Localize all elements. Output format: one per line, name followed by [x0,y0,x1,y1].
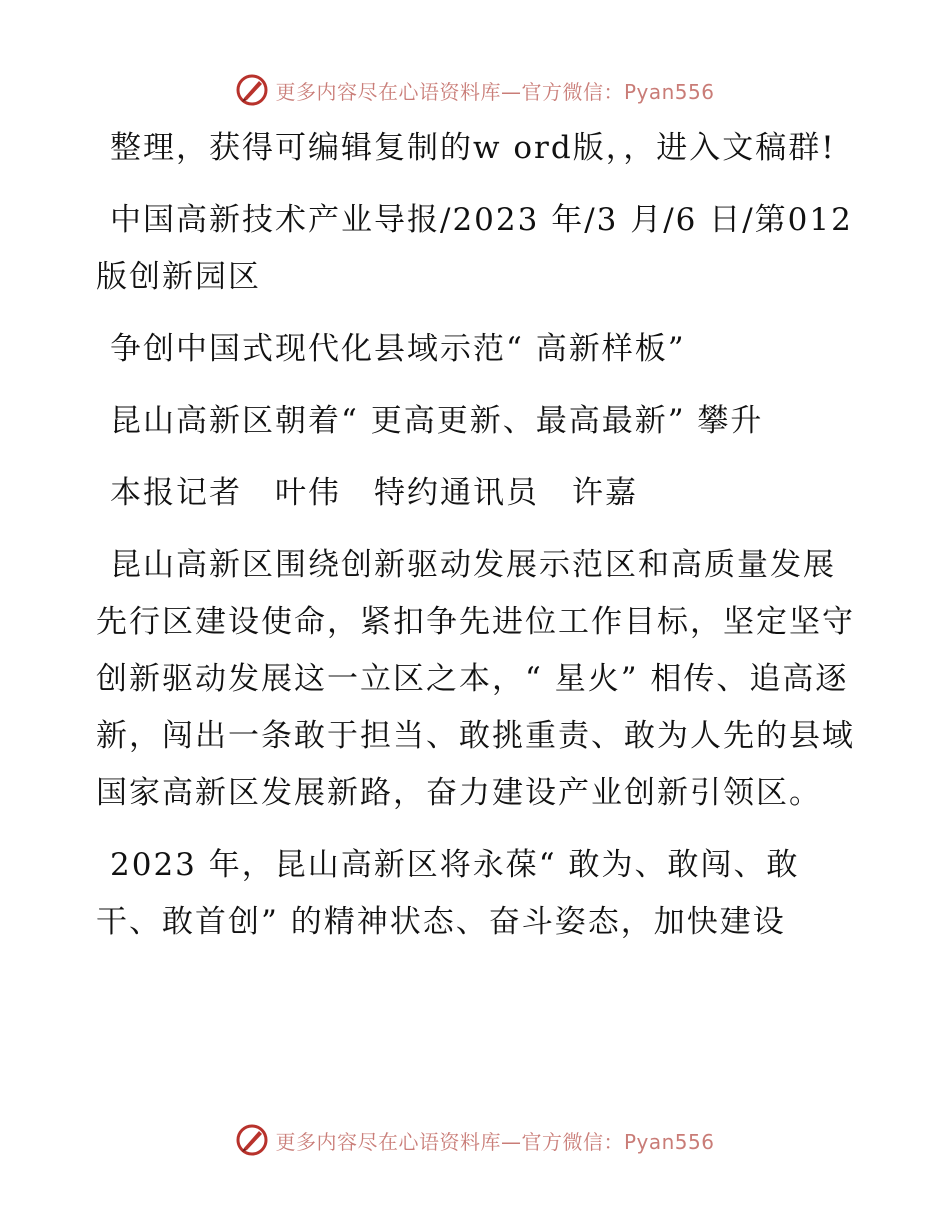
article-subtitle: 昆山高新区朝着“ 更高更新、最高最新” 攀升 [110,403,764,439]
article-title: 争创中国式现代化县域示范“ 高新样板” [110,331,686,367]
source-line: 中国高新技术产业导报/2023 年/3 月/6 日/第012 版创新园区 [96,202,853,295]
watermark-text: 更多内容尽在心语资料库—官方微信：Pyan556 [275,1129,715,1154]
footer-watermark [0,1120,950,1160]
body-paragraph: 昆山高新区围绕创新驱动发展示范区和高质量发展先行区建设使命，紧扣争先进位工作目标，坚定坚守创新驱动发展这一立区之本，“ 星火” 相传、追高逐新，闯出一条敢于担当、敢挑重责、敢为人先的县域国家高新区发展新路，奋力建设产业创新引领区。 [96,547,855,811]
byline: 本报记者 叶伟 特约通讯员 许嘉 [110,475,638,511]
watermark-text: 更多内容尽在心语资料库—官方微信：Pyan556 [275,79,715,104]
header-watermark [0,70,950,110]
intro-note: 整理，获得可编辑复制的w ord版，，进入文稿群! [110,130,836,166]
document-body [96,120,856,966]
quill-pen-logo-icon [235,1123,269,1157]
quill-pen-logo-icon [235,73,269,107]
body-paragraph: 2023 年，昆山高新区将永葆“ 敢为、敢闯、敢干、敢首创” 的精神状态、奋斗姿态，加快建设 [96,847,800,940]
